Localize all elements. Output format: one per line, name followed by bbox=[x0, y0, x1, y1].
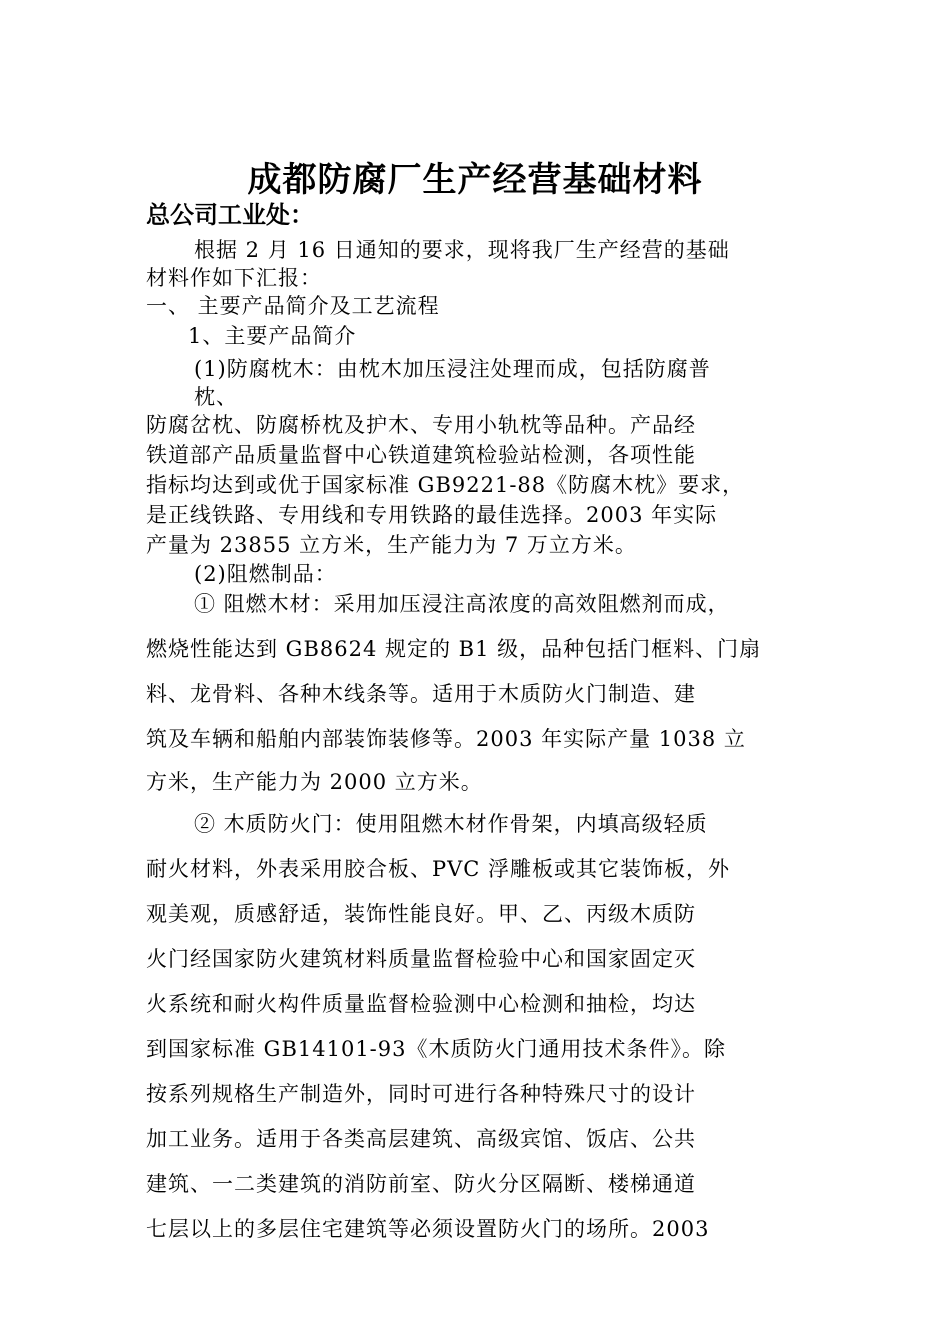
text-line: 建筑、一二类建筑的消防前室、防火分区隔断、楼梯通道 bbox=[146, 1172, 696, 1196]
text-line: (1)防腐枕木：由枕木加压浸注处理而成，包括防腐普 bbox=[194, 357, 711, 381]
text-line: ① 阻燃木材：采用加压浸注高浓度的高效阻燃剂而成， bbox=[194, 592, 730, 616]
text-line: ② 木质防火门：使用阻燃木材作骨架，内填高级轻质 bbox=[194, 812, 708, 836]
addressee: 总公司工业处： bbox=[146, 201, 314, 229]
text-line: 耐火材料，外表采用胶合板、PVC 浮雕板或其它装饰板，外 bbox=[146, 857, 731, 881]
text-line: 是正线铁路、专用线和专用铁路的最佳选择。2003 年实际 bbox=[146, 503, 718, 527]
text-line: 防腐岔枕、防腐桥枕及护木、专用小轨枕等品种。产品经 bbox=[146, 413, 696, 437]
text-line: 方米，生产能力为 2000 立方米。 bbox=[146, 770, 483, 794]
text-line: 筑及车辆和船舶内部装饰装修等。2003 年实际产量 1038 立 bbox=[146, 727, 746, 751]
text-line: 火系统和耐火构件质量监督检验测中心检测和抽检，均达 bbox=[146, 992, 696, 1016]
text-line: 观美观，质感舒适，装饰性能良好。甲、乙、丙级木质防 bbox=[146, 902, 696, 926]
text-line: 到国家标准 GB14101-93《木质防火门通用技术条件》。除 bbox=[146, 1037, 727, 1061]
section-heading: 一、 主要产品简介及工艺流程 bbox=[146, 294, 440, 318]
text-line: 铁道部产品质量监督中心铁道建筑检验站检测，各项性能 bbox=[146, 443, 696, 467]
document-title: 成都防腐厂生产经营基础材料 bbox=[247, 160, 703, 200]
text-line: 材料作如下汇报： bbox=[146, 266, 322, 290]
text-line: 七层以上的多层住宅建筑等必须设置防火门的场所。2003 bbox=[146, 1217, 710, 1241]
text-line: 火门经国家防火建筑材料质量监督检验中心和国家固定灭 bbox=[146, 947, 696, 971]
subsection-heading: (2)阻燃制品： bbox=[194, 562, 337, 586]
subsection-heading: 1、主要产品简介 bbox=[188, 324, 357, 348]
text-line: 指标均达到或优于国家标准 GB9221-88《防腐木枕》要求， bbox=[146, 473, 745, 497]
text-line: 加工业务。适用于各类高层建筑、高级宾馆、饭店、公共 bbox=[146, 1127, 696, 1151]
text-line: 料、龙骨料、各种木线条等。适用于木质防火门制造、建 bbox=[146, 682, 696, 706]
text-line: 燃烧性能达到 GB8624 规定的 B1 级，品种包括门框料、门扇 bbox=[146, 637, 762, 661]
text-line: 按系列规格生产制造外，同时可进行各种特殊尺寸的设计 bbox=[146, 1082, 696, 1106]
text-line: 根据 2 月 16 日通知的要求，现将我厂生产经营的基础 bbox=[194, 238, 730, 262]
text-line: 产量为 23855 立方米，生产能力为 7 万立方米。 bbox=[146, 533, 637, 557]
text-line: 枕、 bbox=[194, 385, 238, 409]
